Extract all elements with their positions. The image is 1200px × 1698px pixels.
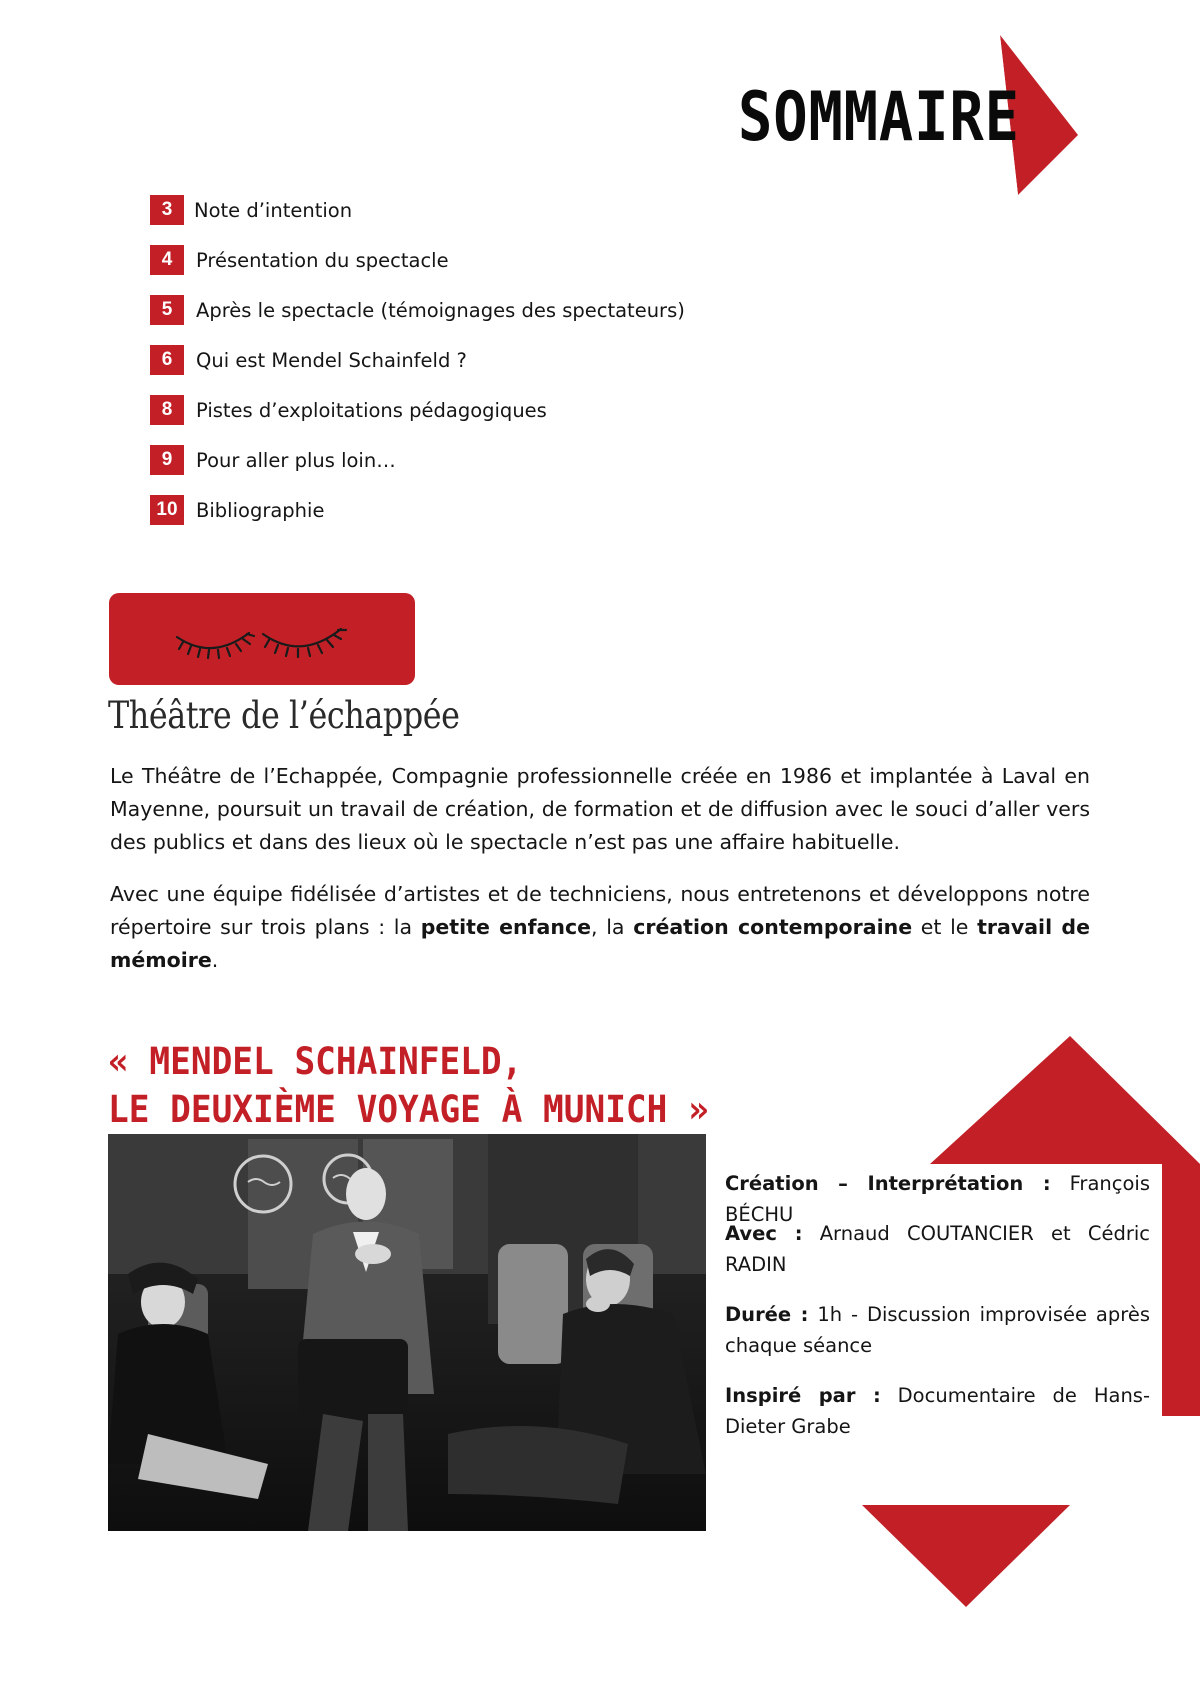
toc-page-number: 3 xyxy=(150,195,184,225)
toc-page-number: 6 xyxy=(150,345,184,375)
credit-value: 1h - Discussion improvisée après chaque séance xyxy=(725,1303,1150,1357)
show-title-line-1: « MENDEL SCHAINFELD, xyxy=(108,1040,523,1083)
credit-inspire xyxy=(725,1380,1150,1442)
show-title-line-2: LE DEUXIÈME VOYAGE À MUNICH » xyxy=(108,1088,709,1131)
toc-page-number: 5 xyxy=(150,295,184,325)
toc-item-label: Pour aller plus loin… xyxy=(196,449,396,472)
text-span: et le xyxy=(912,915,978,939)
toc-item-label: Note d’intention xyxy=(194,199,353,222)
toc-page-number: 9 xyxy=(150,445,184,475)
toc-item-label: Pistes d’exploitations pédagogiques xyxy=(196,399,547,422)
credit-avec xyxy=(725,1218,1150,1280)
toc-page-number: 10 xyxy=(150,495,184,525)
credit-value: François BÉCHU xyxy=(725,1172,1150,1226)
show-photo xyxy=(108,1134,706,1531)
credit-value: Documentaire de Hans-Dieter Grabe xyxy=(725,1384,1150,1438)
credit-key: Durée : xyxy=(725,1303,809,1326)
toc-item-label: Qui est Mendel Schainfeld ? xyxy=(196,349,467,372)
toc-item-label: Bibliographie xyxy=(196,499,325,522)
theatre-logo-banner xyxy=(109,593,415,685)
credit-duree xyxy=(725,1299,1150,1361)
toc-item-label: Présentation du spectacle xyxy=(196,249,449,272)
closed-eyes-icon xyxy=(109,593,415,685)
credit-value: Arnaud COUTANCIER et Cédric RADIN xyxy=(725,1222,1150,1276)
credit-key: Avec : xyxy=(725,1222,803,1245)
credit-key: Création – Interprétation : xyxy=(725,1172,1051,1195)
text-span: . xyxy=(211,948,219,972)
about-paragraph-1: Le Théâtre de l’Echappée, Compagnie professionnelle créée en 1986 et implantée à Laval en Mayenne, poursuit un travail de création, de formation et de diffusion avec le souci d’aller vers des publics et dans des lieux où le spectacle n’est pas une affaire habituelle. xyxy=(110,764,1090,854)
text-span: Avec une équipe fidélisée d’artistes et de techniciens, nous entretenons et développons notre répertoire sur trois plans : la xyxy=(110,882,1090,939)
about-paragraph-2 xyxy=(110,878,1090,977)
text-span: , la xyxy=(591,915,634,939)
credit-key: Inspiré par : xyxy=(725,1384,881,1407)
bold-text: petite enfance xyxy=(420,915,592,939)
theatre-logo-wordmark: Théâtre de l’échappée xyxy=(108,694,460,737)
toc-page-number: 4 xyxy=(150,245,184,275)
bottom-triangle-decoration xyxy=(862,1505,1072,1610)
toc-page-number: 8 xyxy=(150,395,184,425)
toc-item-label: Après le spectacle (témoignages des spectateurs) xyxy=(196,299,685,322)
page-title: SOMMAIRE xyxy=(738,78,1020,157)
bold-text: travail de mémoire xyxy=(110,915,1090,972)
bold-text: création contemporaine xyxy=(633,915,913,939)
